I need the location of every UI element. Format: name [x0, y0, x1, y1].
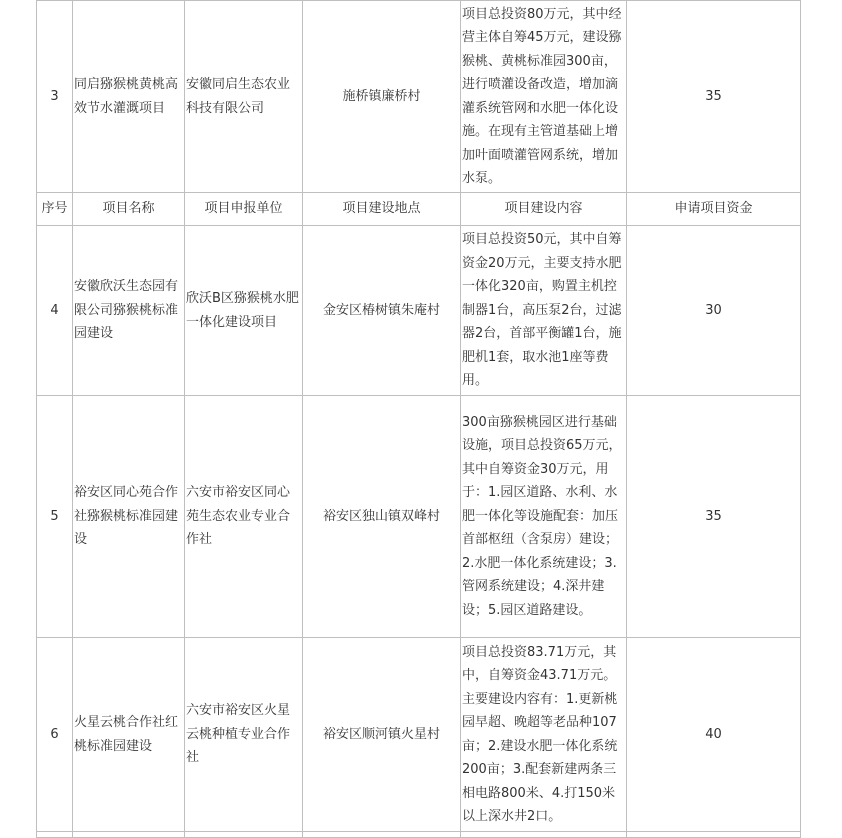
empty-cell — [37, 832, 73, 838]
table-row — [37, 396, 801, 638]
requested-fund: 30 — [627, 226, 801, 396]
project-location: 金安区椿树镇朱庵村 — [303, 226, 461, 396]
header-no: 序号 — [37, 193, 73, 226]
applicant-unit: 六安市裕安区火星云桃种植专业合作社 — [185, 638, 303, 832]
header-fund: 申请项目资金 — [627, 193, 801, 226]
requested-fund: 40 — [627, 638, 801, 832]
header-row — [37, 193, 801, 226]
table-row — [37, 638, 801, 832]
header-content: 项目建设内容 — [461, 193, 627, 226]
applicant-unit: 六安市裕安区同心苑生态农业专业合作社 — [185, 396, 303, 638]
project-content: 300亩猕猴桃园区进行基础设施，项目总投资65万元，其中自筹资金30万元，用于：1.园区道路、水利、水肥一体化等设施配套：加压首部枢纽（含泵房）建设；2.水肥一体化系统建设；3.管网系统建设；4.深井建设；5.园区道路建设。 — [461, 396, 627, 638]
project-name: 火星云桃合作社红桃标准园建设 — [73, 638, 185, 832]
applicant-unit: 欣沃B区猕猴桃水肥一体化建设项目 — [185, 226, 303, 396]
project-name: 裕安区同心苑合作社猕猴桃标准园建设 — [73, 396, 185, 638]
row-number: 4 — [37, 226, 73, 396]
applicant-unit: 安徽同启生态农业科技有限公司 — [185, 1, 303, 193]
table-row — [37, 1, 801, 193]
project-content: 项目总投资80万元，其中经营主体自筹45万元，建设猕猴桃、黄桃标准园300亩，进行喷灌设备改造，增加滴灌系统管网和水肥一体化设施。在现有主管道基础上增加叶面喷灌管网系统，增加水泵。 — [461, 1, 627, 193]
empty-cell — [461, 832, 627, 838]
row-number: 6 — [37, 638, 73, 832]
project-location: 施桥镇廉桥村 — [303, 1, 461, 193]
project-name: 同启猕猴桃黄桃高效节水灌溉项目 — [73, 1, 185, 193]
project-content: 项目总投资83.71万元，其中，自筹资金43.71万元。主要建设内容有：1.更新桃园早超、晚超等老品种107亩；2.建设水肥一体化系统200亩；3.配套新建两条三相电路800米、4.打150米以上深水井2口。 — [461, 638, 627, 832]
empty-cell — [303, 832, 461, 838]
project-location: 裕安区顺河镇火星村 — [303, 638, 461, 832]
project-location: 裕安区独山镇双峰村 — [303, 396, 461, 638]
table-row — [37, 226, 801, 396]
requested-fund: 35 — [627, 1, 801, 193]
empty-cell — [185, 832, 303, 838]
requested-fund: 35 — [627, 396, 801, 638]
project-name: 安徽欣沃生态园有限公司猕猴桃标准园建设 — [73, 226, 185, 396]
empty-cell — [73, 832, 185, 838]
project-table — [36, 0, 801, 838]
empty-cell — [627, 832, 801, 838]
project-content: 项目总投资50元，其中自筹资金20万元，主要支持水肥一体化320亩，购置主机控制器1台，高压泵2台，过滤器2台，首部平衡罐1台，施肥机1套，取水池1座等费用。 — [461, 226, 627, 396]
header-name: 项目名称 — [73, 193, 185, 226]
header-unit: 项目申报单位 — [185, 193, 303, 226]
row-number: 5 — [37, 396, 73, 638]
table-row-partial — [37, 832, 801, 838]
header-location: 项目建设地点 — [303, 193, 461, 226]
row-number: 3 — [37, 1, 73, 193]
